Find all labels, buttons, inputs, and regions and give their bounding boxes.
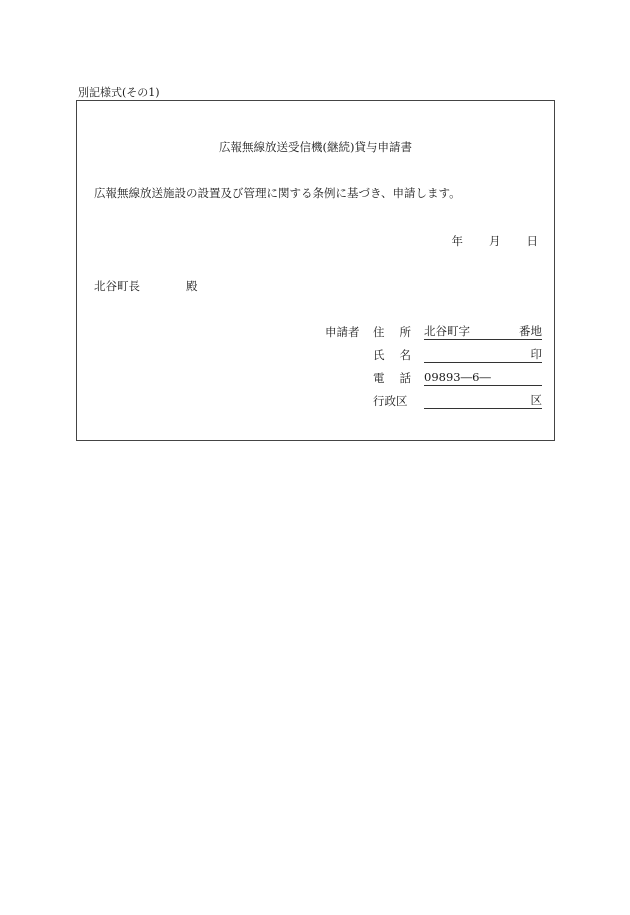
address-field-row <box>373 324 542 340</box>
document-title: 広報無線放送受信機(継続)貸与申請書 <box>219 140 412 154</box>
name-field[interactable] <box>424 348 542 363</box>
phone-label <box>373 370 411 386</box>
district-field[interactable] <box>424 394 542 409</box>
day-label: 日 <box>526 234 538 248</box>
district-field-row <box>373 393 542 409</box>
applicant-label: 申請者 <box>325 325 360 339</box>
district-label <box>373 393 411 409</box>
phone-prefix: 09893―6― <box>424 370 491 384</box>
address-label-a: 住 <box>373 325 385 339</box>
address-prefix: 北谷町字 <box>424 324 470 338</box>
address-suffix: 番地 <box>519 324 542 338</box>
phone-field-row <box>373 370 542 386</box>
name-label <box>373 347 411 363</box>
addressee-honorific: 殿 <box>186 279 198 293</box>
district-label-text: 行政区 <box>373 394 408 408</box>
year-label: 年 <box>451 234 463 248</box>
name-label-b: 名 <box>399 348 411 362</box>
name-label-a: 氏 <box>373 348 385 362</box>
date-row <box>452 233 539 249</box>
document-body-text: 広報無線放送施設の設置及び管理に関する条例に基づき、申請します。 <box>94 186 461 200</box>
addressee <box>94 278 198 294</box>
seal-mark: 印 <box>530 347 542 361</box>
addressee-name: 北谷町長 <box>94 279 140 293</box>
address-label-b: 所 <box>399 325 411 339</box>
phone-label-a: 電 <box>373 371 385 385</box>
name-field-row <box>373 347 542 363</box>
form-caption: 別記様式(その1) <box>78 86 160 99</box>
month-label: 月 <box>489 234 501 248</box>
district-suffix: 区 <box>530 393 542 407</box>
address-field[interactable] <box>424 325 542 340</box>
phone-field[interactable] <box>424 371 542 386</box>
phone-label-b: 話 <box>399 371 411 385</box>
address-label <box>373 324 411 340</box>
application-form <box>76 100 555 441</box>
